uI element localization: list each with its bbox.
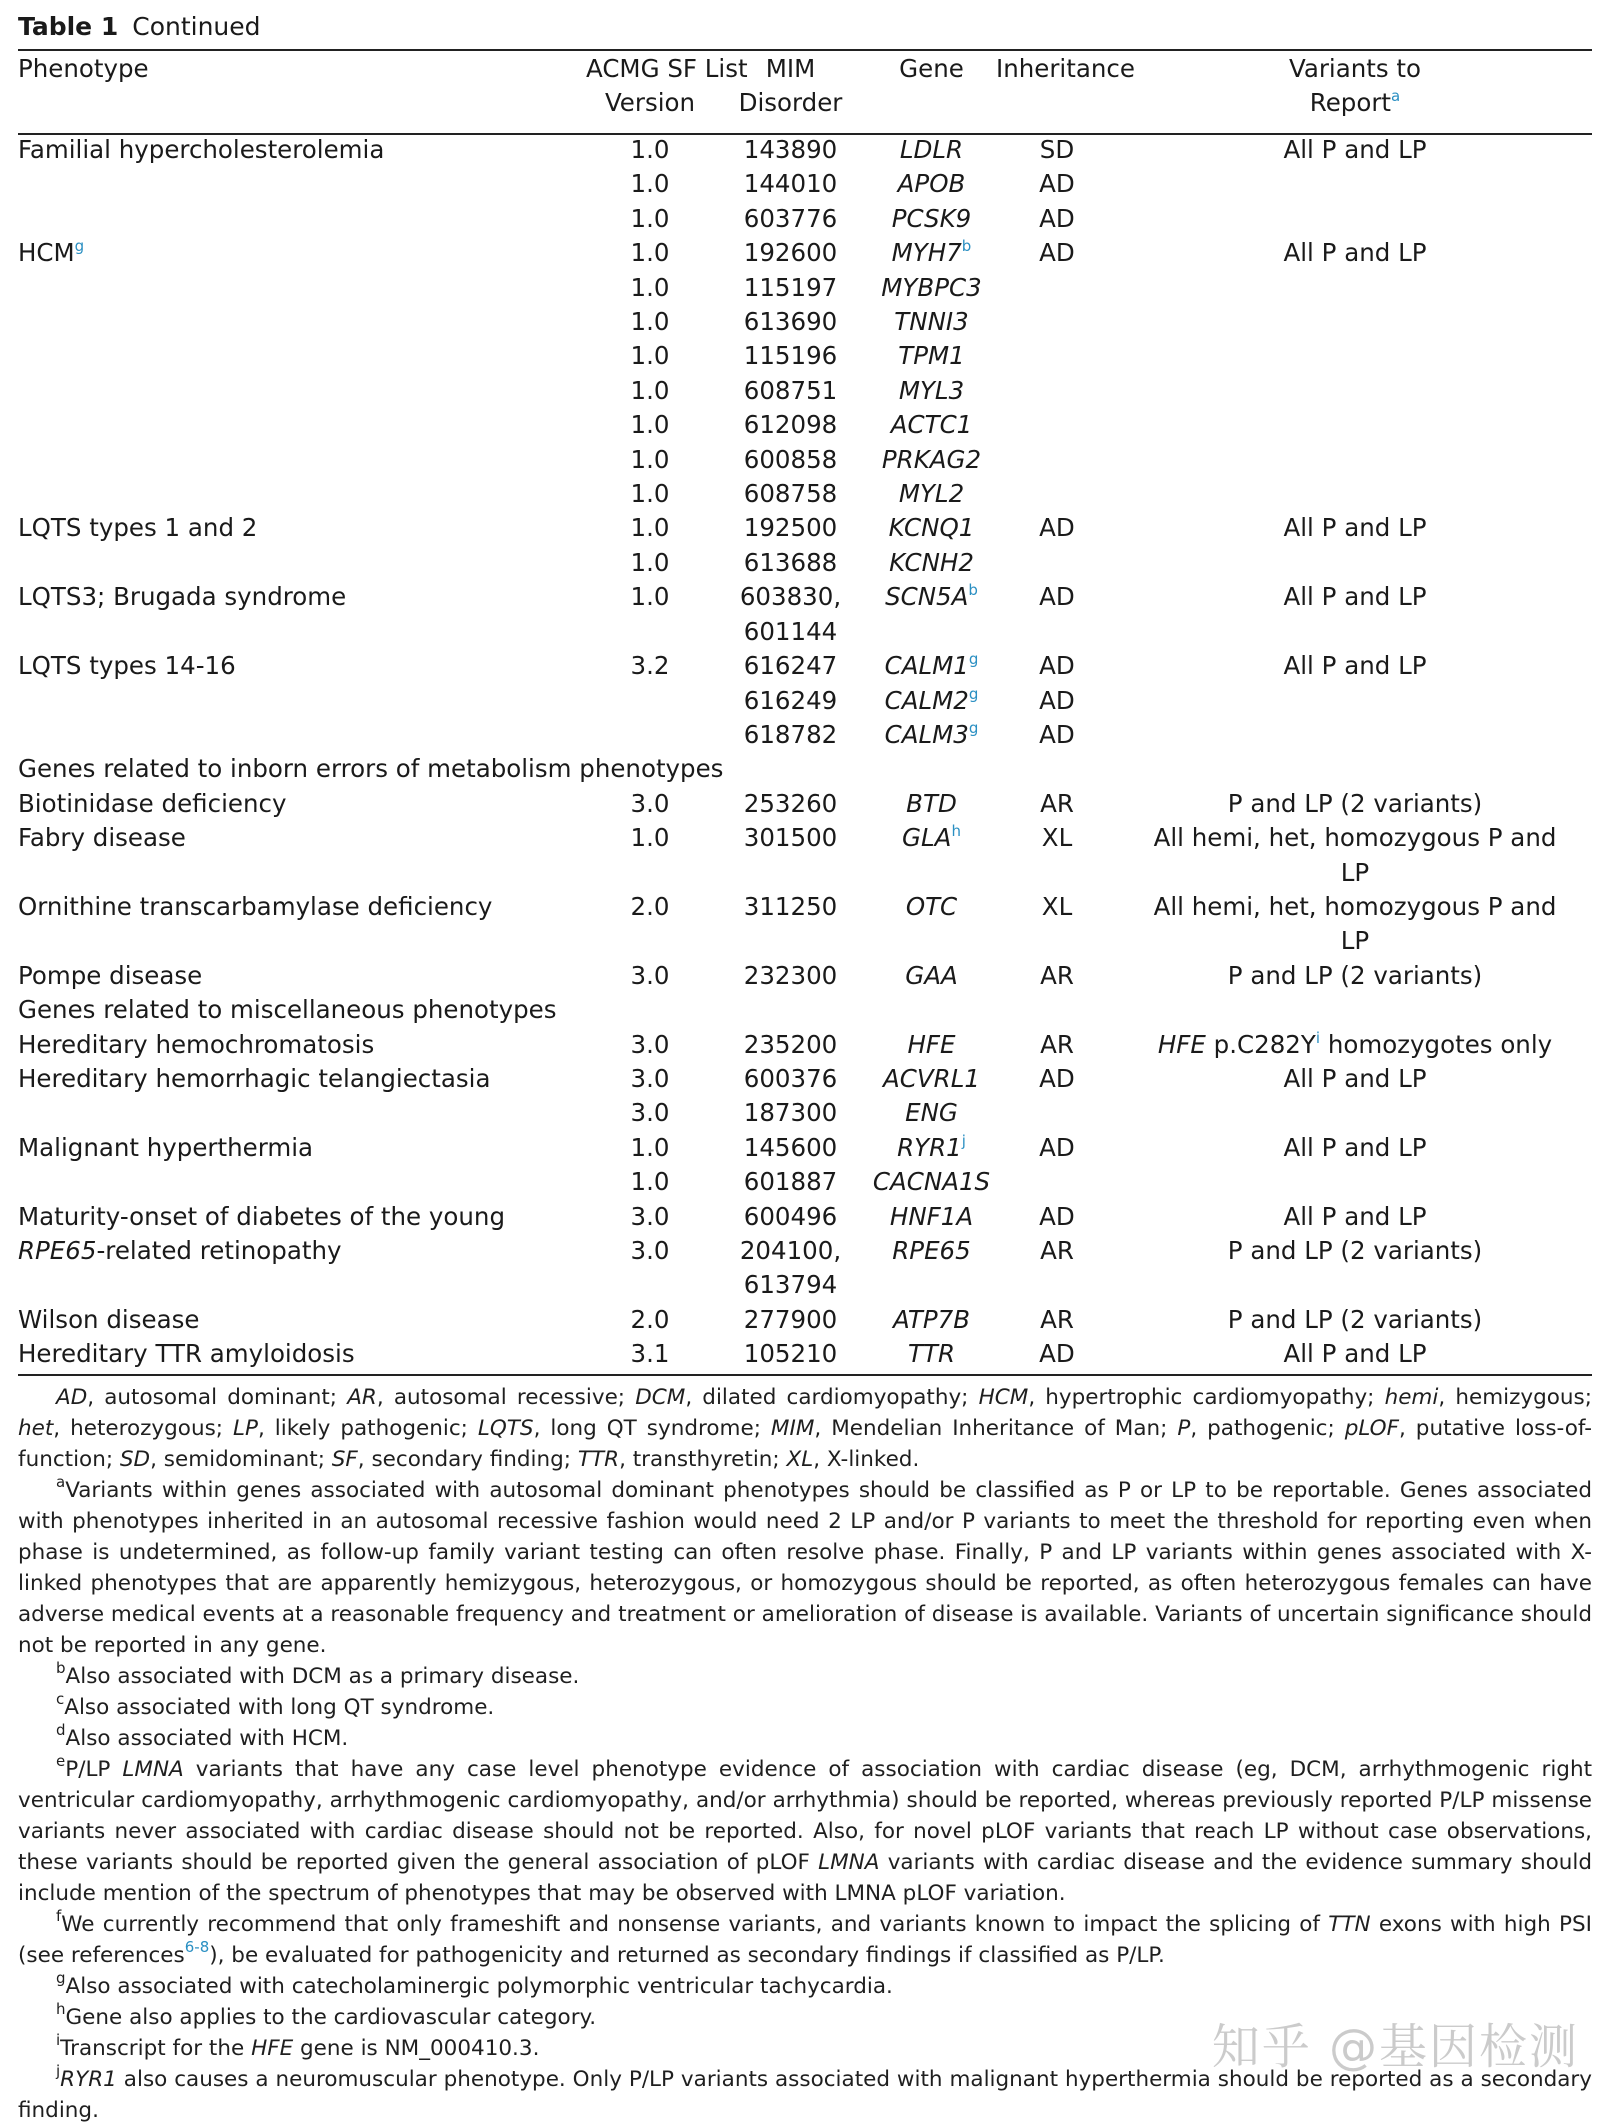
cell-inheritance: AD (1039, 1063, 1075, 1093)
cell-phenotype (18, 339, 586, 373)
cell-gene: APOB (897, 169, 966, 199)
cell-version (586, 684, 714, 718)
top-rule (18, 49, 1592, 51)
cell-inheritance: XL (1041, 891, 1073, 921)
cell-phenotype (18, 374, 586, 408)
cell-report: All P and LP (1283, 1339, 1427, 1369)
cell-phenotype (18, 718, 586, 752)
cell-gene: BTD (906, 788, 957, 818)
cell-phenotype: Fabry disease (18, 823, 186, 853)
cell-version: 3.2 (630, 651, 670, 681)
cell-version: 3.0 (630, 1029, 670, 1059)
cell-inheritance: AD (1039, 238, 1075, 268)
cell-phenotype: Hereditary hemochromatosis (18, 1029, 375, 1059)
table-row (18, 959, 1592, 993)
cell-report: All P and LP (1283, 1201, 1427, 1231)
cell-phenotype (18, 477, 586, 511)
cell-version: 1.0 (630, 582, 670, 612)
cell-phenotype: Ornithine transcarbamylase deficiency (18, 891, 493, 921)
cell-gene: $SCN5A^b$ (885, 581, 978, 612)
cell-inheritance: AR (1040, 1304, 1074, 1334)
cell-version: 1.0 (630, 307, 670, 337)
cell-gene: LDLR (899, 135, 964, 164)
footnote-b: $^b$Also associated with DCM as a primary disease. (56, 1659, 580, 1689)
cell-inheritance (996, 1165, 1118, 1199)
cell-report (1118, 408, 1592, 442)
table-row (18, 1062, 1592, 1096)
cell-version: 3.0 (630, 960, 670, 990)
cell-inheritance (996, 546, 1118, 580)
cell-inheritance: AD (1039, 203, 1075, 233)
section-heading: Genes related to miscellaneous phenotypes (18, 995, 557, 1025)
header-inheritance: Inheritance (996, 54, 1135, 83)
footnote-d: $^d$Also associated with HCM. (56, 1721, 349, 1751)
footnote-a: $^a$Variants within genes associated with autosomal dominant phenotypes should be classified as P or LP to be reportable. Genes associated with phenotypes inherited in an autosomal recessive fashion would need 2 LP and/or P variants to meet the threshold for reporting even when phase is undetermined, as follow-up family variant testing can often resolve phase. Finally, P and LP variants within genes associated with X-linked phenotypes that are apparently hemizygous, heterozygous, or homozygous should be reported, as often heterozygous females can have adverse medical events at a reasonable frequency and treatment or amelioration of disease is available. Variants of uncertain significance should not be reported in any gene. (18, 1473, 1592, 1658)
cell-gene: ACTC1 (890, 410, 973, 440)
cell-report (1118, 305, 1592, 339)
table-row (18, 511, 1592, 545)
cell-phenotype: LQTS types 14-16 (18, 651, 236, 681)
cell-inheritance: SD (1039, 135, 1075, 164)
cell-gene: TNNI3 (894, 307, 969, 337)
table-caption-text: Continued (132, 12, 261, 41)
header-report: Variants to Report$^a$ (1288, 54, 1422, 118)
cell-version: 1.0 (630, 1167, 670, 1197)
table-row (18, 821, 1592, 890)
cell-phenotype: Familial hypercholesterolemia (18, 135, 385, 164)
table-caption (18, 12, 261, 41)
cell-mim: 600858 (743, 444, 838, 474)
header-version: ACMG SF List Version (586, 54, 748, 118)
cell-version: 1.0 (630, 238, 670, 268)
table-body (18, 133, 1592, 1372)
cell-phenotype: Pompe disease (18, 960, 203, 990)
header-phenotype: Phenotype (18, 54, 149, 83)
table-row (18, 1337, 1592, 1371)
cell-report (1118, 1165, 1592, 1199)
cell-mim: 603776 (743, 203, 838, 233)
footnote-f: $^f$We currently recommend that only frameshift and nonsense variants, and variants known to impact the splicing of TTN exons with high PSI (see references$^{6-8}$), be evaluated for pathogenicity and returned as secondary findings if classified as P/LP. (18, 1907, 1592, 1968)
cell-inheritance: AR (1040, 1236, 1074, 1265)
cell-inheritance: AR (1040, 1029, 1074, 1059)
cell-version: 1.0 (630, 513, 670, 543)
cell-inheritance (996, 1096, 1118, 1130)
cell-version: 1.0 (630, 444, 670, 474)
cell-gene: OTC (905, 891, 958, 921)
cell-inheritance (996, 477, 1118, 511)
table-row (18, 684, 1592, 718)
cell-phenotype (18, 443, 586, 477)
cell-report: All P and LP (1283, 135, 1427, 164)
cell-phenotype (18, 167, 586, 201)
cell-phenotype: Maturity-onset of diabetes of the young (18, 1201, 506, 1231)
cell-version: 3.0 (630, 1201, 670, 1231)
cell-gene: CACNA1S (872, 1167, 991, 1197)
cell-report (1118, 1096, 1592, 1130)
cell-phenotype: HCM$^g$ (18, 237, 85, 268)
table-section-row (18, 993, 1592, 1027)
table-row (18, 305, 1592, 339)
cell-mim: 608758 (743, 479, 838, 509)
cell-mim: 192500 (743, 513, 838, 543)
cell-report (1118, 443, 1592, 477)
table-row (18, 271, 1592, 305)
table-section-row (18, 752, 1592, 786)
table-row (18, 167, 1592, 201)
cell-mim: 608751 (743, 375, 838, 405)
table-row (18, 236, 1592, 270)
cell-phenotype (18, 546, 586, 580)
footnote-i: $^i$Transcript for the HFE gene is NM_000410.3. (56, 2031, 540, 2061)
cell-gene: HNF1A (889, 1201, 974, 1231)
table-row (18, 443, 1592, 477)
cell-mim: 616247 (743, 651, 838, 681)
cell-report (1118, 718, 1592, 752)
cell-inheritance (996, 374, 1118, 408)
cell-mim: 115197 (743, 272, 838, 302)
cell-phenotype: Malignant hyperthermia (18, 1132, 314, 1162)
table-row (18, 546, 1592, 580)
cell-mim: 600376 (743, 1063, 838, 1093)
cell-mim: 192600 (743, 238, 838, 268)
cell-phenotype (18, 684, 586, 718)
cell-mim: 311250 (743, 891, 838, 921)
cell-phenotype (18, 271, 586, 305)
table-row (18, 133, 1592, 167)
cell-inheritance: AR (1040, 788, 1074, 818)
cell-inheritance: AD (1039, 169, 1075, 199)
cell-report: All P and LP (1283, 651, 1427, 681)
cell-mim: 612098 (743, 410, 838, 440)
cell-mim: 618782 (743, 719, 838, 749)
watermark: 知乎 @基因检测 (1211, 2019, 1579, 2075)
cell-gene: TTR (908, 1339, 955, 1369)
cell-version: 2.0 (630, 1304, 670, 1334)
table-row (18, 580, 1592, 649)
cell-version: 1.0 (630, 547, 670, 577)
cell-gene: ACVRL1 (883, 1063, 980, 1093)
cell-gene: PRKAG2 (881, 444, 982, 474)
cell-version: 3.0 (630, 1098, 670, 1128)
table-row (18, 1234, 1592, 1303)
footnote-c: $^c$Also associated with long QT syndrome. (56, 1690, 495, 1720)
cell-report: P and LP (2 variants) (1227, 1304, 1483, 1334)
cell-mim: 187300 (743, 1098, 838, 1128)
cell-phenotype: RPE65-related retinopathy (18, 1236, 342, 1265)
cell-report (1118, 271, 1592, 305)
cell-mim: 232300 (743, 960, 838, 990)
cell-mim: 143890 (743, 135, 838, 164)
cell-mim: 145600 (743, 1132, 838, 1162)
section-heading: Genes related to inborn errors of metabolism phenotypes (18, 754, 724, 784)
cell-gene: KCNQ1 (888, 513, 975, 543)
cell-mim: 616249 (743, 685, 838, 715)
cell-phenotype: Wilson disease (18, 1304, 200, 1334)
table-row (18, 1200, 1592, 1234)
cell-inheritance: AD (1039, 719, 1075, 749)
table-row (18, 202, 1592, 236)
table-header-row (18, 52, 1592, 133)
cell-inheritance: XL (1041, 823, 1073, 853)
cell-report: All hemi, het, homozygous P and LP (1153, 823, 1557, 887)
table-row (18, 718, 1592, 752)
cell-inheritance (996, 305, 1118, 339)
footnote-e: $^e$P/LP LMNA variants that have any case level phenotype evidence of association with cardiac disease (eg, DCM, arrhythmogenic right ventricular cardiomyopathy, arrhythmogenic cardiomyopathy, and/or arrhythmia) should be reported, whereas previously reported P/LP missense variants never associated with cardiac disease should not be reported. Also, for novel pLOF variants that reach LP without case observations, these variants should be reported given the general association of pLOF LMNA variants with cardiac disease and the evidence summary should include mention of the spectrum of phenotypes that may be observed with LMNA pLOF variation. (18, 1752, 1593, 1906)
cell-version: 3.0 (630, 788, 670, 818)
cell-phenotype (18, 202, 586, 236)
cell-phenotype (18, 1096, 586, 1130)
table-row (18, 1131, 1592, 1165)
cell-version: 1.0 (630, 479, 670, 509)
cell-inheritance: AD (1039, 651, 1075, 681)
cell-phenotype: LQTS3; Brugada syndrome (18, 582, 347, 612)
cell-version: 1.0 (630, 203, 670, 233)
cell-report (1118, 374, 1592, 408)
header-gene: Gene (899, 54, 964, 83)
table-row (18, 787, 1592, 821)
cell-gene: PCSK9 (891, 203, 972, 233)
cell-gene: ENG (905, 1098, 958, 1128)
table-row (18, 374, 1592, 408)
cell-version: 3.0 (630, 1236, 670, 1265)
cell-mim: 204100, 613794 (739, 1236, 842, 1300)
table-row (18, 1303, 1592, 1337)
table-row (18, 1165, 1592, 1199)
cell-version: 3.0 (630, 1063, 670, 1093)
cell-report: All P and LP (1283, 513, 1427, 543)
cell-inheritance (996, 443, 1118, 477)
cell-gene: GLA$^h$ (902, 822, 961, 853)
cell-report: P and LP (2 variants) (1227, 960, 1483, 990)
cell-gene: CALM2$^g$ (884, 684, 979, 715)
cell-report (1118, 684, 1592, 718)
cell-gene: MYBPC3 (881, 272, 982, 302)
cell-inheritance: AD (1039, 1201, 1075, 1231)
table-row (18, 339, 1592, 373)
cell-mim: 235200 (743, 1029, 838, 1059)
cell-mim: 603830, 601144 (739, 582, 842, 646)
cell-mim: 613688 (743, 547, 838, 577)
cell-version: 3.1 (630, 1339, 670, 1369)
cell-report: P and LP (2 variants) (1227, 1236, 1483, 1265)
cell-mim: 613690 (743, 307, 838, 337)
cell-gene: RYR1$^j$ (897, 1131, 966, 1162)
cell-mim: 277900 (743, 1304, 838, 1334)
footnote-j: $^j$RYR1 also causes a neuromuscular phenotype. Only P/LP variants associated with malignant hyperthermia should be reported as a secondary finding. (18, 2062, 1592, 2123)
cell-report: All P and LP (1283, 582, 1427, 612)
cell-report (1118, 477, 1592, 511)
cell-version: 1.0 (630, 1132, 670, 1162)
cell-inheritance: AR (1040, 960, 1074, 990)
cell-inheritance (996, 408, 1118, 442)
cell-report (1118, 202, 1592, 236)
footnote-g: $^g$Also associated with catecholaminergic polymorphic ventricular tachycardia. (56, 1969, 893, 1999)
table-row (18, 477, 1592, 511)
cell-version: 1.0 (630, 272, 670, 302)
cell-phenotype: LQTS types 1 and 2 (18, 513, 258, 543)
cell-gene: GAA (905, 960, 958, 990)
table-row (18, 1096, 1592, 1130)
cell-phenotype: Hereditary TTR amyloidosis (18, 1339, 355, 1369)
cell-version: 1.0 (630, 169, 670, 199)
table-row (18, 408, 1592, 442)
footnote-abbreviations: AD, autosomal dominant; AR, autosomal recessive; DCM, dilated cardiomyopathy; HCM, hypertrophic cardiomyopathy; hemi, hemizygous; het, heterozygous; LP, likely pathogenic; LQTS, long QT syndrome; MIM, Mendelian Inheritance of Man; P, pathogenic; pLOF, putative loss-of-function; SD, semidominant; SF, secondary finding; TTR, transthyretin; XL, X-linked. (18, 1385, 1593, 1472)
cell-mim: 144010 (743, 169, 838, 199)
cell-report (1118, 339, 1592, 373)
cell-inheritance (996, 339, 1118, 373)
reference-link[interactable]: 6-8 (184, 1938, 210, 1956)
cell-mim: 115196 (743, 341, 838, 371)
cell-gene: RPE65 (892, 1236, 971, 1265)
cell-version (586, 718, 714, 752)
cell-phenotype: Biotinidase deficiency (18, 788, 287, 818)
cell-report: HFE $p.C282Y^i$ homozygotes only (1157, 1028, 1553, 1059)
footnote-h: $^h$Gene also applies to the cardiovascular category. (56, 2000, 597, 2030)
cell-mim: 601887 (743, 1167, 838, 1197)
cell-gene: MYH7$^b$ (891, 237, 972, 268)
cell-version: 2.0 (630, 891, 670, 921)
cell-inheritance (996, 271, 1118, 305)
cell-gene: MYL2 (898, 479, 965, 509)
cell-inheritance: AD (1039, 1339, 1075, 1369)
table-row (18, 1028, 1592, 1062)
cell-report: All P and LP (1283, 238, 1427, 268)
cell-mim: 105210 (743, 1339, 838, 1369)
cell-version: 1.0 (630, 410, 670, 440)
cell-inheritance: AD (1039, 685, 1075, 715)
cell-report (1118, 546, 1592, 580)
cell-report: All P and LP (1283, 1063, 1427, 1093)
cell-inheritance: AD (1039, 582, 1075, 612)
cell-report: All hemi, het, homozygous P and LP (1153, 891, 1557, 956)
cell-phenotype (18, 1165, 586, 1199)
cell-gene: KCNH2 (889, 547, 974, 577)
cell-gene: ATP7B (892, 1304, 971, 1334)
header-rule (18, 133, 1592, 135)
cell-mim: 253260 (743, 788, 838, 818)
bottom-rule (18, 1374, 1592, 1376)
cell-phenotype (18, 408, 586, 442)
gene-table (18, 52, 1592, 1372)
header-mim: MIM Disorder (738, 54, 843, 118)
cell-report: P and LP (2 variants) (1227, 788, 1483, 818)
cell-inheritance: AD (1039, 1132, 1075, 1162)
table-label: Table 1 (18, 12, 119, 41)
cell-version: 1.0 (630, 341, 670, 371)
cell-version: 1.0 (630, 823, 670, 853)
cell-gene: MYL3 (898, 375, 965, 405)
cell-inheritance: AD (1039, 513, 1075, 543)
cell-report: All P and LP (1283, 1132, 1427, 1162)
cell-gene: HFE (907, 1029, 956, 1059)
cell-mim: 301500 (743, 823, 838, 853)
cell-version: 1.0 (630, 135, 670, 164)
table-row (18, 649, 1592, 683)
table-row (18, 890, 1592, 959)
cell-gene: CALM3$^g$ (884, 718, 979, 749)
cell-mim: 600496 (743, 1201, 838, 1231)
cell-report (1118, 167, 1592, 201)
cell-gene: CALM1$^g$ (884, 650, 979, 681)
cell-phenotype (18, 305, 586, 339)
cell-phenotype: Hereditary hemorrhagic telangiectasia (18, 1063, 491, 1093)
cell-version: 1.0 (630, 375, 670, 405)
cell-gene: TPM1 (898, 341, 965, 371)
